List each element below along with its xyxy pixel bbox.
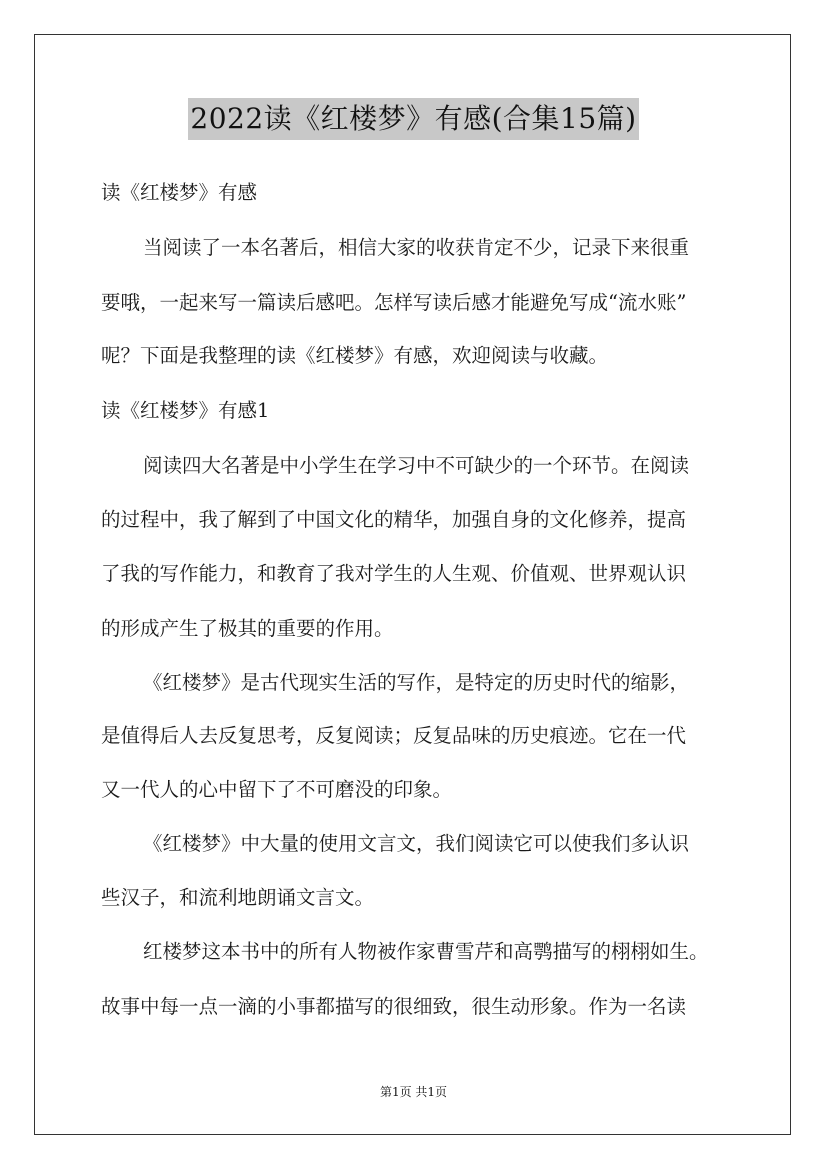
paragraph-line: 是值得后人去反复思考，反复阅读；反复品味的历史痕迹。它在一代 bbox=[101, 724, 687, 747]
paragraph-line: 又一代人的心中留下了不可磨没的印象。 bbox=[101, 778, 453, 801]
paragraph-line: 阅读四大名著是中小学生在学习中不可缺少的一个环节。在阅读 bbox=[143, 454, 690, 477]
paragraph-line: 故事中每一点一滴的小事都描写的很细致，很生动形象。作为一名读 bbox=[101, 995, 687, 1018]
paragraph-line: 当阅读了一本名著后，相信大家的收获肯定不少，记录下来很重 bbox=[143, 236, 690, 259]
page-footer: 第1页 共1页 bbox=[379, 1085, 448, 1099]
paragraph-line: 呢？下面是我整理的读《红楼梦》有感，欢迎阅读与收藏。 bbox=[101, 344, 609, 367]
paragraph-line: 《红楼梦》是古代现实生活的写作，是特定的历史时代的缩影， bbox=[143, 671, 690, 694]
section-heading: 读《红楼梦》有感1 bbox=[101, 399, 270, 422]
paragraph-line: 要哦，一起来写一篇读后感吧。怎样写读后感才能避免写成“流水账” bbox=[101, 291, 687, 314]
title-wrap bbox=[0, 98, 827, 140]
paragraph-line: 红楼梦这本书中的所有人物被作家曹雪芹和高鹗描写的栩栩如生。 bbox=[143, 940, 709, 963]
document-title: 2022读《红楼梦》有感(合集15篇) bbox=[188, 98, 638, 140]
paragraph-line: 《红楼梦》中大量的使用文言文，我们阅读它可以使我们多认识 bbox=[143, 832, 690, 855]
paragraph-line: 些汉子，和流利地朗诵文言文。 bbox=[101, 886, 375, 909]
paragraph-line: 了我的写作能力，和教育了我对学生的人生观、价值观、世界观认识 bbox=[101, 562, 687, 585]
paragraph-line: 的过程中，我了解到了中国文化的精华，加强自身的文化修养，提高 bbox=[101, 508, 687, 531]
paragraph-line: 的形成产生了极其的重要的作用。 bbox=[101, 617, 394, 640]
section-heading: 读《红楼梦》有感 bbox=[101, 181, 258, 204]
